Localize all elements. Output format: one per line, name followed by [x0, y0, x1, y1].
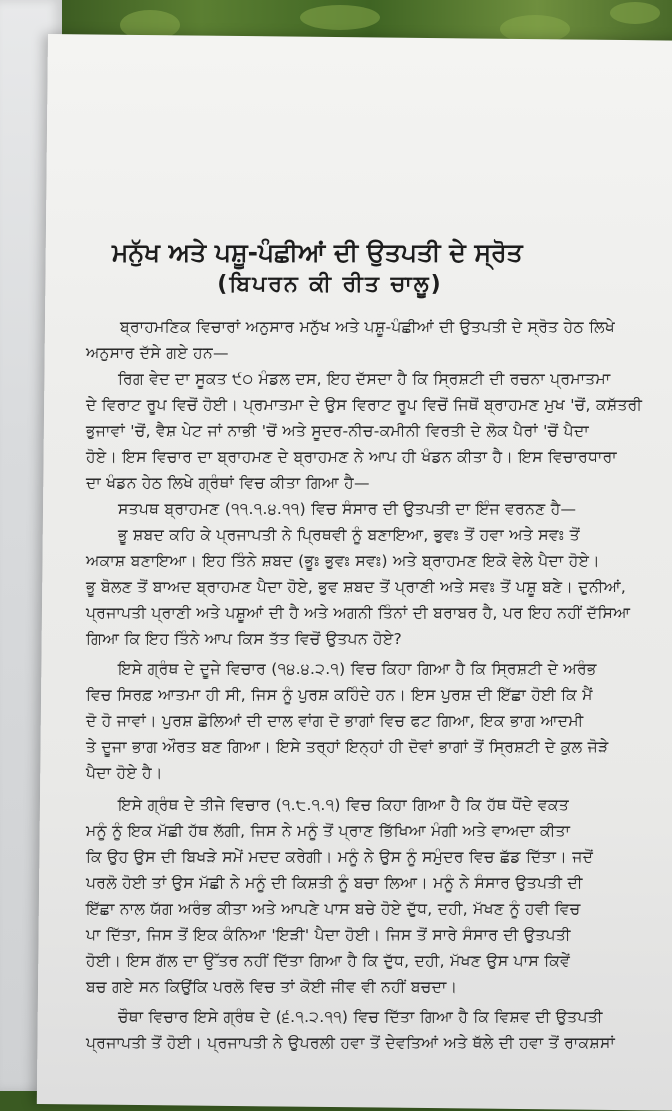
leaf-highlight — [300, 5, 380, 30]
text-line: ਭੂ ਬੋਲਣ ਤੋਂ ਬਾਅਦ ਬ੍ਰਾਹਮਣ ਪੈਦਾ ਹੋਏ, ਭੁਵ ਸ਼ਬਦ ਤੋਂ ਪ੍ਰਾਣੀ ਅਤੇ ਸਵਃ ਤੋਂ ਪਸ਼ੂ ਬਣੇ। ਦੁਨੀਆਂ, — [86, 578, 627, 596]
text-line: ਅਨੁਸਾਰ ਦੱਸੇ ਗਏ ਹਨ— — [86, 344, 229, 362]
text-line: ਪਰਲੋ ਹੋਈ ਤਾਂ ਉਸ ਮੱਛੀ ਨੇ ਮਨੂੰ ਦੀ ਕਿਸ਼ਤੀ ਨੂੰ ਬਚਾ ਲਿਆ। ਮਨੂੰ ਨੇ ਸੰਸਾਰ ਉਤਪਤੀ ਦੀ — [86, 874, 583, 892]
text-line: ਵਿਚ ਸਿਰਫ਼ ਆਤਮਾ ਹੀ ਸੀ, ਜਿਸ ਨੂੰ ਪੁਰਸ਼ ਕਹਿੰਦੇ ਹਨ। ਇਸ ਪੁਰਸ਼ ਦੀ ਇੱਛਾ ਹੋਈ ਕਿ ਮੈਂ — [86, 686, 593, 704]
text-line: ਇਸੇ ਗ੍ਰੰਥ ਦੇ ਦੂਜੇ ਵਿਚਾਰ (੧੪.੪.੨.੧) ਵਿਚ ਕਿਹਾ ਗਿਆ ਹੈ ਕਿ ਸ੍ਰਿਸ਼ਟੀ ਦੇ ਅਰੰਭ — [118, 660, 597, 678]
text-line: ਸਤਪਥ ਬ੍ਰਾਹਮਣ (੧੧.੧.੪.੧੧) ਵਿਚ ਸੰਸਾਰ ਦੀ ਉਤਪਤੀ ਦਾ ਇੰਜ ਵਰਨਣ ਹੈ— — [118, 500, 577, 518]
text-line: ਪੈਦਾ ਹੋਏ ਹੈ। — [86, 764, 163, 782]
text-line: ਰਿਗ ਵੇਦ ਦਾ ਸੂਕਤ ੯੦ ਮੰਡਲ ਦਸ, ਇਹ ਦੱਸਦਾ ਹੈ ਕਿ ਸ੍ਰਿਸ਼ਟੀ ਦੀ ਰਚਨਾ ਪ੍ਰਮਾਤਮਾ — [118, 370, 611, 388]
text-line: ਦਾ ਖੰਡਨ ਹੇਠ ਲਿਖੇ ਗ੍ਰੰਥਾਂ ਵਿਚ ਕੀਤਾ ਗਿਆ ਹੈ— — [86, 474, 370, 492]
text-line: ਚੌਥਾ ਵਿਚਾਰ ਇਸੇ ਗ੍ਰੰਥ ਦੇ (੬.੧.੨.੧੧) ਵਿਚ ਦਿੱਤਾ ਗਿਆ ਹੈ ਕਿ ਵਿਸ਼ਵ ਦੀ ਉਤਪਤੀ — [118, 1008, 603, 1026]
text-line: ਪ੍ਰਜਾਪਤੀ ਪ੍ਰਾਣੀ ਅਤੇ ਪਸ਼ੂਆਂ ਦੀ ਹੈ ਅਤੇ ਅਗਨੀ ਤਿੰਨਾਂ ਦੀ ਬਰਾਬਰ ਹੈ, ਪਰ ਇਹ ਨਹੀਂ ਦੱਸਿਆ — [86, 604, 631, 622]
text-line: ਇੱਛਾ ਨਾਲ ਯੱਗ ਅਰੰਭ ਕੀਤਾ ਅਤੇ ਆਪਣੇ ਪਾਸ ਬਚੇ ਹੋਏ ਦੁੱਧ, ਦਹੀ, ਮੱਖਣ ਨੂੰ ਹਵੀ ਵਿਚ — [86, 900, 581, 918]
book-page — [37, 34, 672, 1111]
text-line: ਅਕਾਸ਼ ਬਣਾਇਆ। ਇਹ ਤਿੰਨੇ ਸ਼ਬਦ (ਭੂਃ ਭੁਵਃ ਸਵਃ) ਅਤੇ ਬ੍ਰਾਹਮਣ ਇਕੋ ਵੇਲੇ ਪੈਦਾ ਹੋਏ। — [86, 552, 600, 570]
text-line: ਬਚ ਗਏ ਸਨ ਕਿਉਂਕਿ ਪਰਲੋ ਵਿਚ ਤਾਂ ਕੋਈ ਜੀਵ ਵੀ ਨਹੀਂ ਬਚਦਾ। — [86, 978, 458, 996]
text-line: ਤੇ ਦੂਜਾ ਭਾਗ ਔਰਤ ਬਣ ਗਿਆ। ਇਸੇ ਤਰ੍ਹਾਂ ਇਨ੍ਹਾਂ ਹੀ ਦੋਵਾਂ ਭਾਗਾਂ ਤੋਂ ਸ੍ਰਿਸ਼ਟੀ ਦੇ ਕੁਲ ਜੋੜੇ — [86, 738, 609, 756]
text-line: ਦੇ ਵਿਰਾਟ ਰੂਪ ਵਿਚੋਂ ਹੋਈ। ਪ੍ਰਮਾਤਮਾ ਦੇ ਉਸ ਵਿਰਾਟ ਰੂਪ ਵਿਚੋਂ ਜਿਥੋਂ ਬ੍ਰਾਹਮਣ ਮੁਖ 'ਚੋਂ, ਕਸ਼ੱਤਰੀ — [86, 396, 643, 414]
text-line: ਪਾ ਦਿੱਤਾ, ਜਿਸ ਤੋਂ ਇਕ ਕੰਨਿਆ 'ਇੜੀ' ਪੈਦਾ ਹੋਈ। ਜਿਸ ਤੋਂ ਸਾਰੇ ਸੰਸਾਰ ਦੀ ਉਤਪਤੀ — [86, 926, 571, 944]
text-line: ਕਿ ਉਹ ਉਸ ਦੀ ਬਿਖੜੇ ਸਮੇਂ ਮਦਦ ਕਰੇਗੀ। ਮਨੂੰ ਨੇ ਉਸ ਨੂੰ ਸਮੁੰਦਰ ਵਿਚ ਛੱਡ ਦਿੱਤਾ। ਜਦੋਂ — [86, 848, 594, 866]
text-line: ਦੋ ਹੋ ਜਾਵਾਂ। ਪੁਰਸ਼ ਛੋਲਿਆਂ ਦੀ ਦਾਲ ਵਾਂਗ ਦੋ ਭਾਗਾਂ ਵਿਚ ਫਟ ਗਿਆ, ਇਕ ਭਾਗ ਆਦਮੀ — [86, 712, 584, 730]
text-line: ਭੁਜਾਵਾਂ 'ਚੋਂ, ਵੈਸ਼ ਪੇਟ ਜਾਂ ਨਾਭੀ 'ਚੋਂ ਅਤੇ ਸੂਦਰ-ਨੀਚ-ਕਮੀਨੀ ਵਿਰਤੀ ਦੇ ਲੋਕ ਪੈਰਾਂ 'ਚੋਂ ਪੈਦਾ — [86, 422, 589, 440]
text-line: ਬ੍ਰਾਹਮਣਿਕ ਵਿਚਾਰਾਂ ਅਨੁਸਾਰ ਮਨੁੱਖ ਅਤੇ ਪਸ਼ੂ-ਪੰਛੀਆਂ ਦੀ ਉਤਪਤੀ ਦੇ ਸ੍ਰੋਤ ਹੇਠ ਲਿਖੇ — [120, 318, 616, 336]
text-line: ਗਿਆ ਕਿ ਇਹ ਤਿੰਨੇ ਆਪ ਕਿਸ ਤੱਤ ਵਿਚੋਂ ਉਤਪਨ ਹੋਏ? — [86, 630, 403, 648]
leaf-highlight — [610, 2, 660, 24]
text-line: ਪ੍ਰਜਾਪਤੀ ਤੋਂ ਹੋਈ। ਪ੍ਰਜਾਪਤੀ ਨੇ ਉਪਰਲੀ ਹਵਾ ਤੋਂ ਦੇਵਤਿਆਂ ਅਤੇ ਥੱਲੇ ਦੀ ਹਵਾ ਤੋਂ ਰਾਕਸ਼ਸਾਂ — [86, 1034, 616, 1052]
text-line: ਭੂ ਸ਼ਬਦ ਕਹਿ ਕੇ ਪ੍ਰਜਾਪਤੀ ਨੇ ਪ੍ਰਿਥਵੀ ਨੂੰ ਬਣਾਇਆ, ਭੁਵਃ ਤੋਂ ਹਵਾ ਅਤੇ ਸਵਃ ਤੋਂ — [118, 526, 580, 544]
text-line: ਹੋਏ। ਇਸ ਵਿਚਾਰ ਦਾ ਬ੍ਰਾਹਮਣ ਦੇ ਬ੍ਰਾਹਮਣ ਨੇ ਆਪ ਹੀ ਖੰਡਨ ਕੀਤਾ ਹੈ। ਇਸ ਵਿਚਾਰਧਾਰਾ — [86, 448, 617, 466]
text-line: ਮਨੂੰ ਨੂੰ ਇਕ ਮੱਛੀ ਹੱਥ ਲੱਗੀ, ਜਿਸ ਨੇ ਮਨੂੰ ਤੋਂ ਪ੍ਰਾਣ ਭਿੱਖਿਆ ਮੰਗੀ ਅਤੇ ਵਾਅਦਾ ਕੀਤਾ — [86, 822, 571, 840]
text-line: ਹੋਈ। ਇਸ ਗੱਲ ਦਾ ਉੱਤਰ ਨਹੀਂ ਦਿੱਤਾ ਗਿਆ ਹੈ ਕਿ ਦੁੱਧ, ਦਹੀ, ਮੱਖਣ ਉਸ ਪਾਸ ਕਿਵੇਂ — [86, 952, 571, 970]
page-title: ਮਨੁੱਖ ਅਤੇ ਪਸ਼ੂ-ਪੰਛੀਆਂ ਦੀ ਉਤਪਤੀ ਦੇ ਸ੍ਰੋਤ — [112, 238, 523, 267]
page-subtitle: (ਬਿਪਰਨ ਕੀ ਰੀਤ ਚਾਲੂ) — [217, 272, 443, 297]
text-line: ਇਸੇ ਗ੍ਰੰਥ ਦੇ ਤੀਜੇ ਵਿਚਾਰ (੧.੮.੧.੧) ਵਿਚ ਕਿਹਾ ਗਿਆ ਹੈ ਕਿ ਹੱਥ ਧੋਂਦੇ ਵਕਤ — [118, 796, 569, 814]
